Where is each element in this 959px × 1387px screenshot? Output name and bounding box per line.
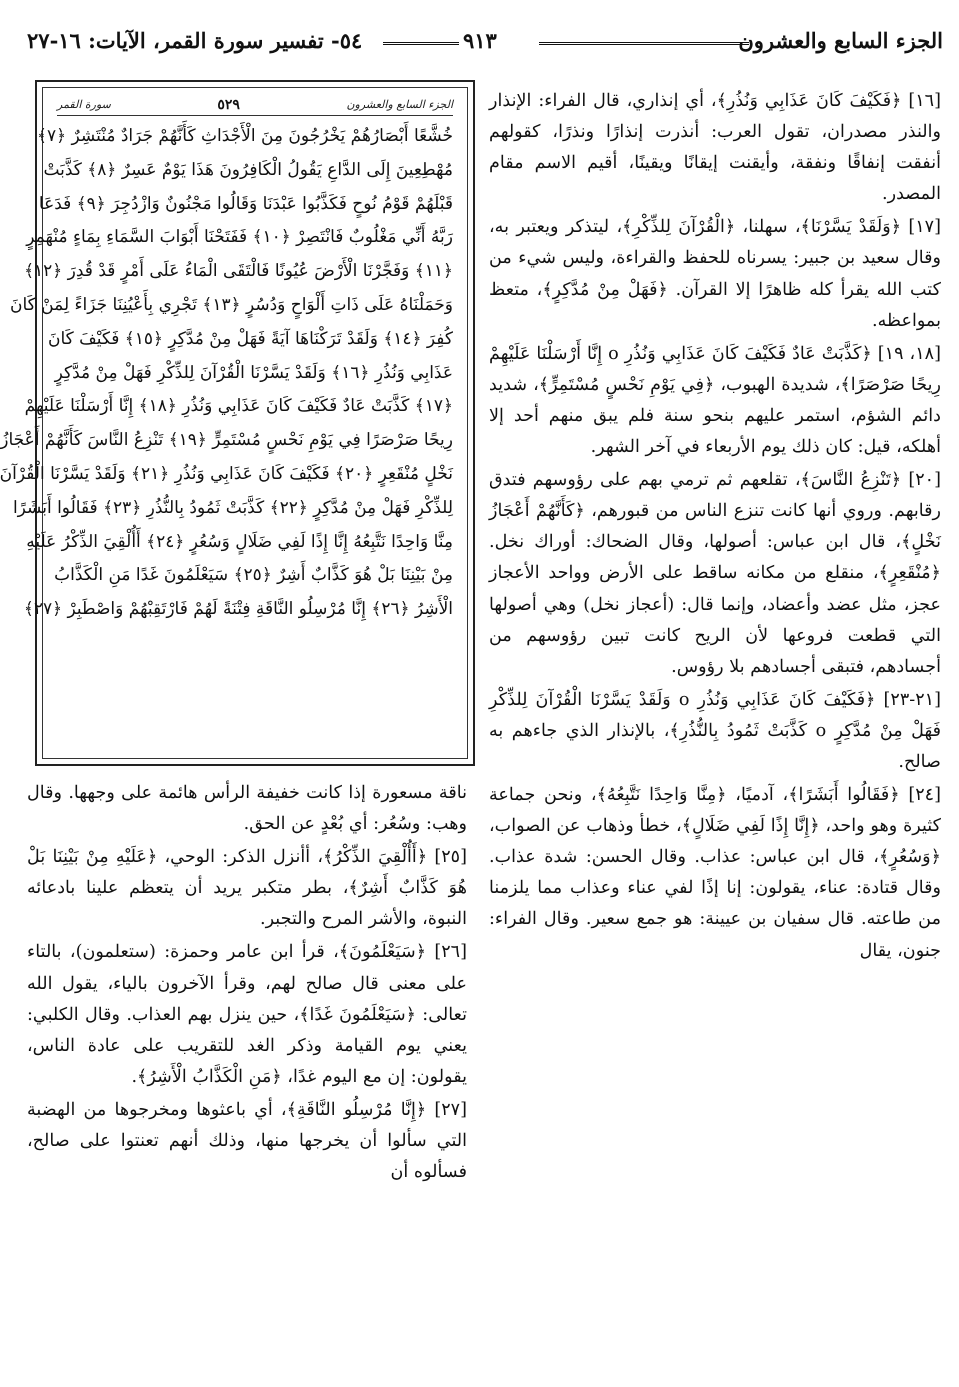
quran-line: الْأَشِرُ ﴿٢٦﴾ إِنَّا مُرْسِلُو النَّاقَةِ فِتْنَةً لَهُمْ فَارْتَقِبْهُمْ وَاصْطَبِرْ ﴿٢٧﴾ [23, 599, 453, 620]
quran-line: كُفِرَ ﴿١٤﴾ وَلَقَدْ تَرَكْنَاهَا آيَةً فَهَلْ مِنْ مُدَّكِرٍ ﴿١٥﴾ فَكَيْفَ كَانَ [47, 328, 453, 349]
tafsir-right-column [489, 86, 941, 1376]
quran-line: نَخْلٍ مُنْقَعِرٍ ﴿٢٠﴾ فَكَيْفَ كَانَ عَذَابِي وَنُذُرِ ﴿٢١﴾ وَلَقَدْ يَسَّرْنَا الْقُرْآنَ [0, 463, 453, 484]
quran-line: لِلذِّكْرِ فَهَلْ مِنْ مُدَّكِرٍ ﴿٢٢﴾ كَذَّبَتْ ثَمُودُ بِالنُّذُرِ ﴿٢٣﴾ فَقَالُوا أَبَشَرًا [12, 497, 453, 518]
quran-line: قَبْلَهُمْ قَوْمُ نُوحٍ فَكَذَّبُوا عَبْدَنَا وَقَالُوا مَجْنُونٌ وَازْدُجِرَ ﴿٩﴾ فَدَعَا [38, 193, 453, 214]
mushaf-sura-label: سورة القمر [57, 98, 111, 111]
mushaf-juz-label: الجزء السابع والعشرون [346, 98, 453, 111]
tafsir-paragraph: ناقة مسعورة إذا كانت خفيفة الرأس هائمة على وجهها. وقال وهب: وسُعُر: أي بُعْدٍ عن الحق. [27, 783, 467, 835]
tafsir-paragraph: [٢٥] ﴿أَأُلْقِيَ الذِّكْرُ﴾، أأنزل الذكر: الوحي، ﴿عَلَيْهِ مِنْ بَيْنِنَا بَلْ هُوَ كَذَّابٌ أَشِرٌ﴾، بطر متكبر يريد أن يتعظم علينا بادعائه النبوة، والأشر المرح والتجبر. [27, 847, 467, 930]
tafsir-left-column [27, 778, 467, 1378]
quran-line: رِيحًا صَرْصَرًا فِي يَوْمِ نَحْسٍ مُسْتَمِرٍّ ﴿١٩﴾ تَنْزِعُ النَّاسَ كَأَنَّهُمْ أَعْجَازُ [0, 430, 453, 451]
quran-line: ﴿١٧﴾ كَذَّبَتْ عَادٌ فَكَيْفَ كَانَ عَذَابِي وَنُذُرِ ﴿١٨﴾ إِنَّا أَرْسَلْنَا عَلَيْهِمْ [24, 396, 453, 417]
quran-line: مِنْ بَيْنِنَا بَلْ هُوَ كَذَّابٌ أَشِرٌ ﴿٢٥﴾ سَيَعْلَمُونَ غَدًا مَنِ الْكَذَّابُ [54, 565, 453, 586]
tafsir-paragraph: [١٨، ١٩] ﴿كَذَّبَتْ عَادٌ فَكَيْفَ كَانَ عَذَابِي وَنُذُرِ o إِنَّا أَرْسَلْنَا عَلَيْهِمْ رِيحًا صَرْصَرًا﴾، شديدة الهبوب، ﴿فِي يَوْمِ نَحْسٍ مُسْتَمِرٍّ﴾، شديد دائم الشؤم، استمر عليهم بنحو سنة فلم يبق منهم أحد إلا أهلكه، قيل: كان ذلك يوم الأربعاء في آخر الشهر. [489, 343, 941, 458]
quran-line: خُشَّعًا أَبْصَارُهُمْ يَخْرُجُونَ مِنَ الْأَجْدَاثِ كَأَنَّهُمْ جَرَادٌ مُنْتَشِرٌ ﴿٧﴾ [37, 126, 453, 146]
quran-line: وَحَمَلْنَاهُ عَلَى ذَاتِ أَلْوَاحٍ وَدُسُرٍ ﴿١٣﴾ تَجْرِي بِأَعْيُنِنَا جَزَاءً لِمَنْ كَانَ [10, 294, 453, 315]
quran-line: رَبَّهُ أَنِّي مَغْلُوبٌ فَانْتَصِرْ ﴿١٠﴾ فَفَتَحْنَا أَبْوَابَ السَّمَاءِ بِمَاءٍ مُنْهَمِرٍ [26, 227, 453, 248]
page-number: ٩١٣ [463, 28, 497, 53]
quran-line: عَذَابِي وَنُذُرِ ﴿١٦﴾ وَلَقَدْ يَسَّرْنَا الْقُرْآنَ لِلذِّكْرِ فَهَلْ مِنْ مُدَّكِرٍ [54, 362, 453, 383]
mushaf-inner-frame [0, 87, 468, 759]
quran-line: ﴿١١﴾ وَفَجَّرْنَا الْأَرْضَ عُيُونًا فَالْتَقَى الْمَاءُ عَلَى أَمْرٍ قَدْ قُدِرَ ﴿١٢﴾ [24, 261, 453, 282]
tafsir-paragraph: [١٧] ﴿وَلَقَدْ يَسَّرْنَا﴾، سهلنا، ﴿الْقُرْآنَ لِلذِّكْرِ﴾، ليتذكر ويعتبر به، وقال سعيد بن جبير: يسرناه للحفظ والقراءة، وليس شيء من كتب الله يقرأ كله ظاهرًا إلا القرآن. ﴿فَهَلْ مِنْ مُدَّكِرٍ﴾، متعظ بمواعظه. [489, 217, 941, 331]
quran-line: مُهْطِعِينَ إِلَى الدَّاعِ يَقُولُ الْكَافِرُونَ هَذَا يَوْمٌ عَسِرٌ ﴿٨﴾ كَذَّبَتْ [43, 159, 453, 180]
header-rule [383, 42, 459, 45]
header-rule [539, 42, 749, 45]
juz-title: الجزء السابع والعشرون [738, 28, 943, 53]
quran-line: مِنَّا وَاحِدًا نَتَّبِعُهُ إِنَّا إِذًا لَفِي ضَلَالٍ وَسُعُرٍ ﴿٢٤﴾ أَأُلْقِيَ الذِّكْرُ عَلَيْهِ [26, 531, 453, 552]
tafsir-paragraph: [٢٠] ﴿تَنْزِعُ النَّاسَ﴾، تقلعهم ثم ترمي بهم على رؤوسهم فتدق رقابهم. وروي أنها كانت تنزع الناس من قبورهم، ﴿كَأَنَّهُمْ أَعْجَازُ نَخْلٍ﴾، قال ابن عباس: أصولها، وقال الضحاك: أوراك نخل. ﴿مُنْقَعِرٍ﴾، منقلع من مكانه ساقط على الأرض وواحد الأعجاز عجز، مثل عضد وأعضاد، وإنما قال: (أعجاز نخل) وهي أصولها التي قطعت فروعها لأن الريح كانت تبين رؤوسهم من أجسادهم، فتبقى أجسادهم بلا رؤوس. [489, 470, 941, 677]
tafsir-paragraph: [٢٤] ﴿فَقَالُوا أَبَشَرًا﴾، آدميًا، ﴿مِنَّا وَاحِدًا نَتَّبِعُهُ﴾، ونحن جماعة كثيرة وهو واحد، ﴿إِنَّا إِذًا لَفِي ضَلَالٍ﴾، خطأ وذهاب عن الصواب، ﴿وَسُعُرٍ﴾، قال ابن عباس: عذاب. وقال الحسن: شدة عذاب. وقال قتادة: عناء، يقولون: إنا إذًا لفي عناء وعذاب مما يلزمنا من طاعته. قال سفيان بن عيينة: هو جمع سعير. وقال الفراء: جنون، يقال [489, 785, 941, 961]
mushaf-header [57, 94, 453, 116]
tafsir-paragraph: [٢٧] ﴿إِنَّا مُرْسِلُو النَّاقَةِ﴾، أي باعثوها ومخرجوها من الهضبة التي سألوا أن يخرجها منها، وذلك أنهم تعنتوا على صالح، فسألوه أن [27, 1099, 467, 1183]
tafsir-paragraph: [٢١-٢٣] ﴿فَكَيْفَ كَانَ عَذَابِي وَنُذُرِ o وَلَقَدْ يَسَّرْنَا الْقُرْآنَ لِلذِّكْرِ فَهَلْ مِنْ مُدَّكِرٍ o كَذَّبَتْ ثَمُودُ بِالنُّذُرِ﴾، بالإنذار الذي جاءهم به صالح. [489, 689, 942, 772]
sura-info: ٥٤- تفسير سورة القمر، الآيات: ١٦-٢٧ [27, 28, 363, 53]
page-header [19, 18, 947, 64]
tafsir-paragraph: [١٦] ﴿فَكَيْفَ كَانَ عَذَابِي وَنُذُرِ﴾، أي إنذاري، قال الفراء: الإنذار والنذر مصدران، تقول العرب: أنذرت إنذارًا ونذرًا، كقولهم أنفقت إنفاقًا ونفقة، وأيقنت إيقانًا ويقينًا، أقيم الاسم مقام المصدر. [489, 91, 941, 205]
mushaf-page-frame [0, 80, 475, 766]
tafsir-paragraph: [٢٦] ﴿سَيَعْلَمُونَ﴾، قرأ ابن عامر وحمزة: (ستعلمون)، بالتاء على معنى قال صالح لهم، وقرأ الآخرون بالياء، يقول الله تعالى: ﴿سَيَعْلَمُونَ غَدًا﴾، حين ينزل بهم العذاب. وقال الكلبي: يعني يوم القيامة وذكر الغد للتقريب على عادة الناس، يقولون: إن مع اليوم غدًا، ﴿مَنِ الْكَذَّابُ الْأَشِرُ﴾. [27, 942, 467, 1087]
mushaf-page-number: ٥٢٩ [217, 96, 240, 113]
